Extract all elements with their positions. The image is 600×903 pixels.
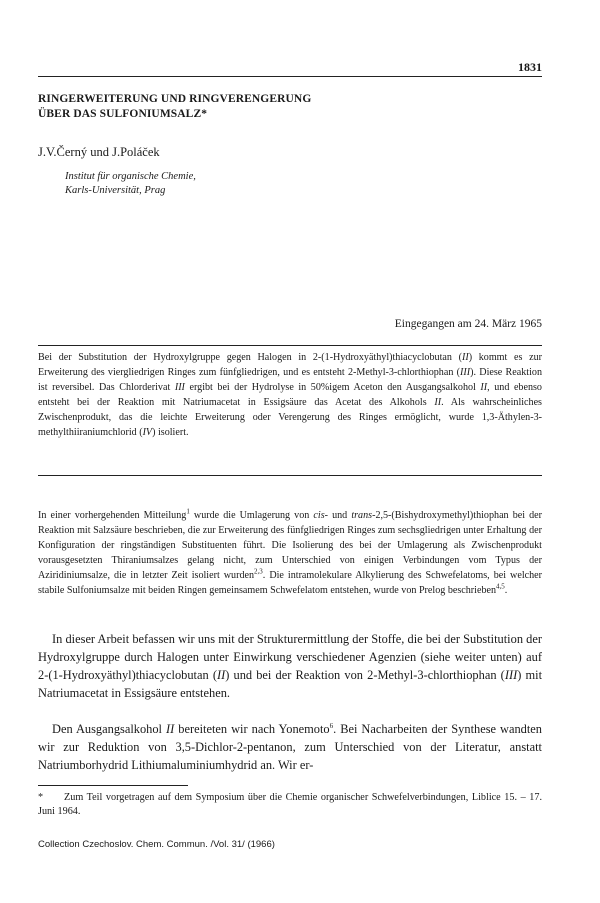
page-number: 1831 xyxy=(518,60,542,74)
header-rule xyxy=(38,76,542,77)
body-paragraph-2 xyxy=(38,720,542,774)
intro-text: . xyxy=(504,585,508,596)
compound-ref: II xyxy=(216,668,226,682)
title-line-1: RINGERWEITERUNG UND RINGVERENGERUNG xyxy=(38,93,312,105)
title-line-2: ÜBER DAS SULFONIUMSALZ* xyxy=(38,108,208,120)
journal-footer: Collection Czechoslov. Chem. Commun. /Vol. 31/ (1966) xyxy=(38,839,275,850)
footnote-text: Zum Teil vorgetragen auf dem Symposium über die Chemie organischer Schwefelverbindungen, Liblice 15. – 17. Juni 1964. xyxy=(38,792,542,817)
abstract-text: , und ebenso entsteht bei der Reaktion mit Natriumacetat in Essigsäure das Acetat des Alkohols xyxy=(38,382,542,408)
body-text: ) und bei der Reaktion von 2-Methyl-3-chlorthiophan ( xyxy=(225,668,505,682)
intro-text: 2,5-(Bishydroxymethyl)thiophan bei der Reaktion mit Salzsäure beschrieben, die zur Erweiterung des fünfgliedrigen Ringes zum sechsgliedrigen unter Erhaltung der Konfiguration der ringständigen Substituenten führt. Die Isolierung des bei der Umlagerung als Zwischenprodukt vorausgesetzten Thiraniumsalzes gelang nicht, zum Unterschied von einigen Verbindungen vom Typus der Aziridiniumsalze, die in letzter Zeit isoliert wurden xyxy=(38,510,542,581)
body-text: . Bei Nacharbeiten der Synthese wandten wir zur Reduktion von 3,5-Dichlor-2-pentanon, zum Unterschied von der Literatur, anstatt Natriumborhydrid Lithiumaluminiumhydrid an. Wir er- xyxy=(38,722,543,772)
intro-text: . Die intramolekulare Alkylierung des Schwefelatoms, bei welcher stabile Sulfoniumsalze mit beiden Ringen gemeinsamem Schwefelatom entstehen, wurde von Prelog beschrieben xyxy=(38,570,542,596)
citation: 1 xyxy=(186,507,190,516)
affiliation-line-2: Karls-Universität, Prag xyxy=(65,185,166,196)
article-title xyxy=(38,92,311,122)
intro-text: In einer vorhergehenden Mitteilung xyxy=(38,510,187,521)
body-text: bereiteten wir nach Yonemoto xyxy=(174,722,330,736)
compound-ref: II xyxy=(461,352,469,363)
body-text: ) mit Natriumacetat in Essigsäure entstehen. xyxy=(38,668,543,700)
received-date: Eingegangen am 24. März 1965 xyxy=(394,318,542,330)
citation: 2,3 xyxy=(254,567,263,576)
affiliation-line-1: Institut für organische Chemie, xyxy=(65,171,196,182)
intro-text: wurde die Umlagerung von xyxy=(189,510,314,521)
intro-text: und xyxy=(327,510,352,521)
stereo-prefix: cis- xyxy=(313,510,328,521)
abstract-text: Bei der Substitution der Hydroxylgruppe gegen Halogen in 2-(1-Hydroxyäthyl)thiacyclobutan ( xyxy=(38,352,462,363)
body-paragraph-1 xyxy=(38,630,542,702)
abstract xyxy=(38,350,542,440)
compound-ref: III xyxy=(174,382,185,393)
abstract-text: ) isoliert. xyxy=(152,427,189,438)
citation: 4,5 xyxy=(496,582,505,591)
citation: 6 xyxy=(329,721,334,730)
abstract-text: ) kommt es zur Erweiterung des viergliedrigen Ringes zum fünfgliedrigen, und es entsteht 2-Methyl-3-chlorthiophan ( xyxy=(38,352,542,378)
abstract-text: ergibt bei der Hydrolyse in 50%igem Aceton den Ausgangsalkohol xyxy=(184,382,481,393)
compound-ref: II xyxy=(434,397,442,408)
intro-paragraph xyxy=(38,508,542,598)
abstract-text: . Als wahrscheinliches Zwischenprodukt, das die leichte Erweiterung oder Verengerung des Ringes ermöglicht, wurde 1,3-Äthylen-3-methylthiiraniumchlorid ( xyxy=(38,397,542,438)
compound-ref: IV xyxy=(142,427,153,438)
stereo-prefix: trans- xyxy=(351,510,376,521)
abstract-top-rule xyxy=(38,345,542,346)
authors: J.V.Černý und J.Poláček xyxy=(38,145,160,159)
footnote-rule xyxy=(38,785,188,786)
affiliation xyxy=(65,170,196,198)
abstract-bottom-rule xyxy=(38,475,542,476)
footnote xyxy=(38,791,542,819)
compound-ref: III xyxy=(504,668,518,682)
compound-ref: III xyxy=(460,367,471,378)
compound-ref: II xyxy=(166,722,175,736)
body-text: In dieser Arbeit befassen wir uns mit der Strukturermittlung der Stoffe, die bei der Substitution der Hydroxylgruppe durch Halogen unter Einwirkung verschiedener Agenzien (siehe weiter unten) auf 2-(1-Hydroxyäthyl)thiacyclobutan ( xyxy=(38,632,542,682)
abstract-text: ). Diese Reaktion ist reversibel. Das Chlorderivat xyxy=(38,367,542,393)
compound-ref: II xyxy=(480,382,488,393)
footnote-marker: * xyxy=(38,792,44,803)
body-text: Den Ausgangsalkohol xyxy=(52,722,166,736)
